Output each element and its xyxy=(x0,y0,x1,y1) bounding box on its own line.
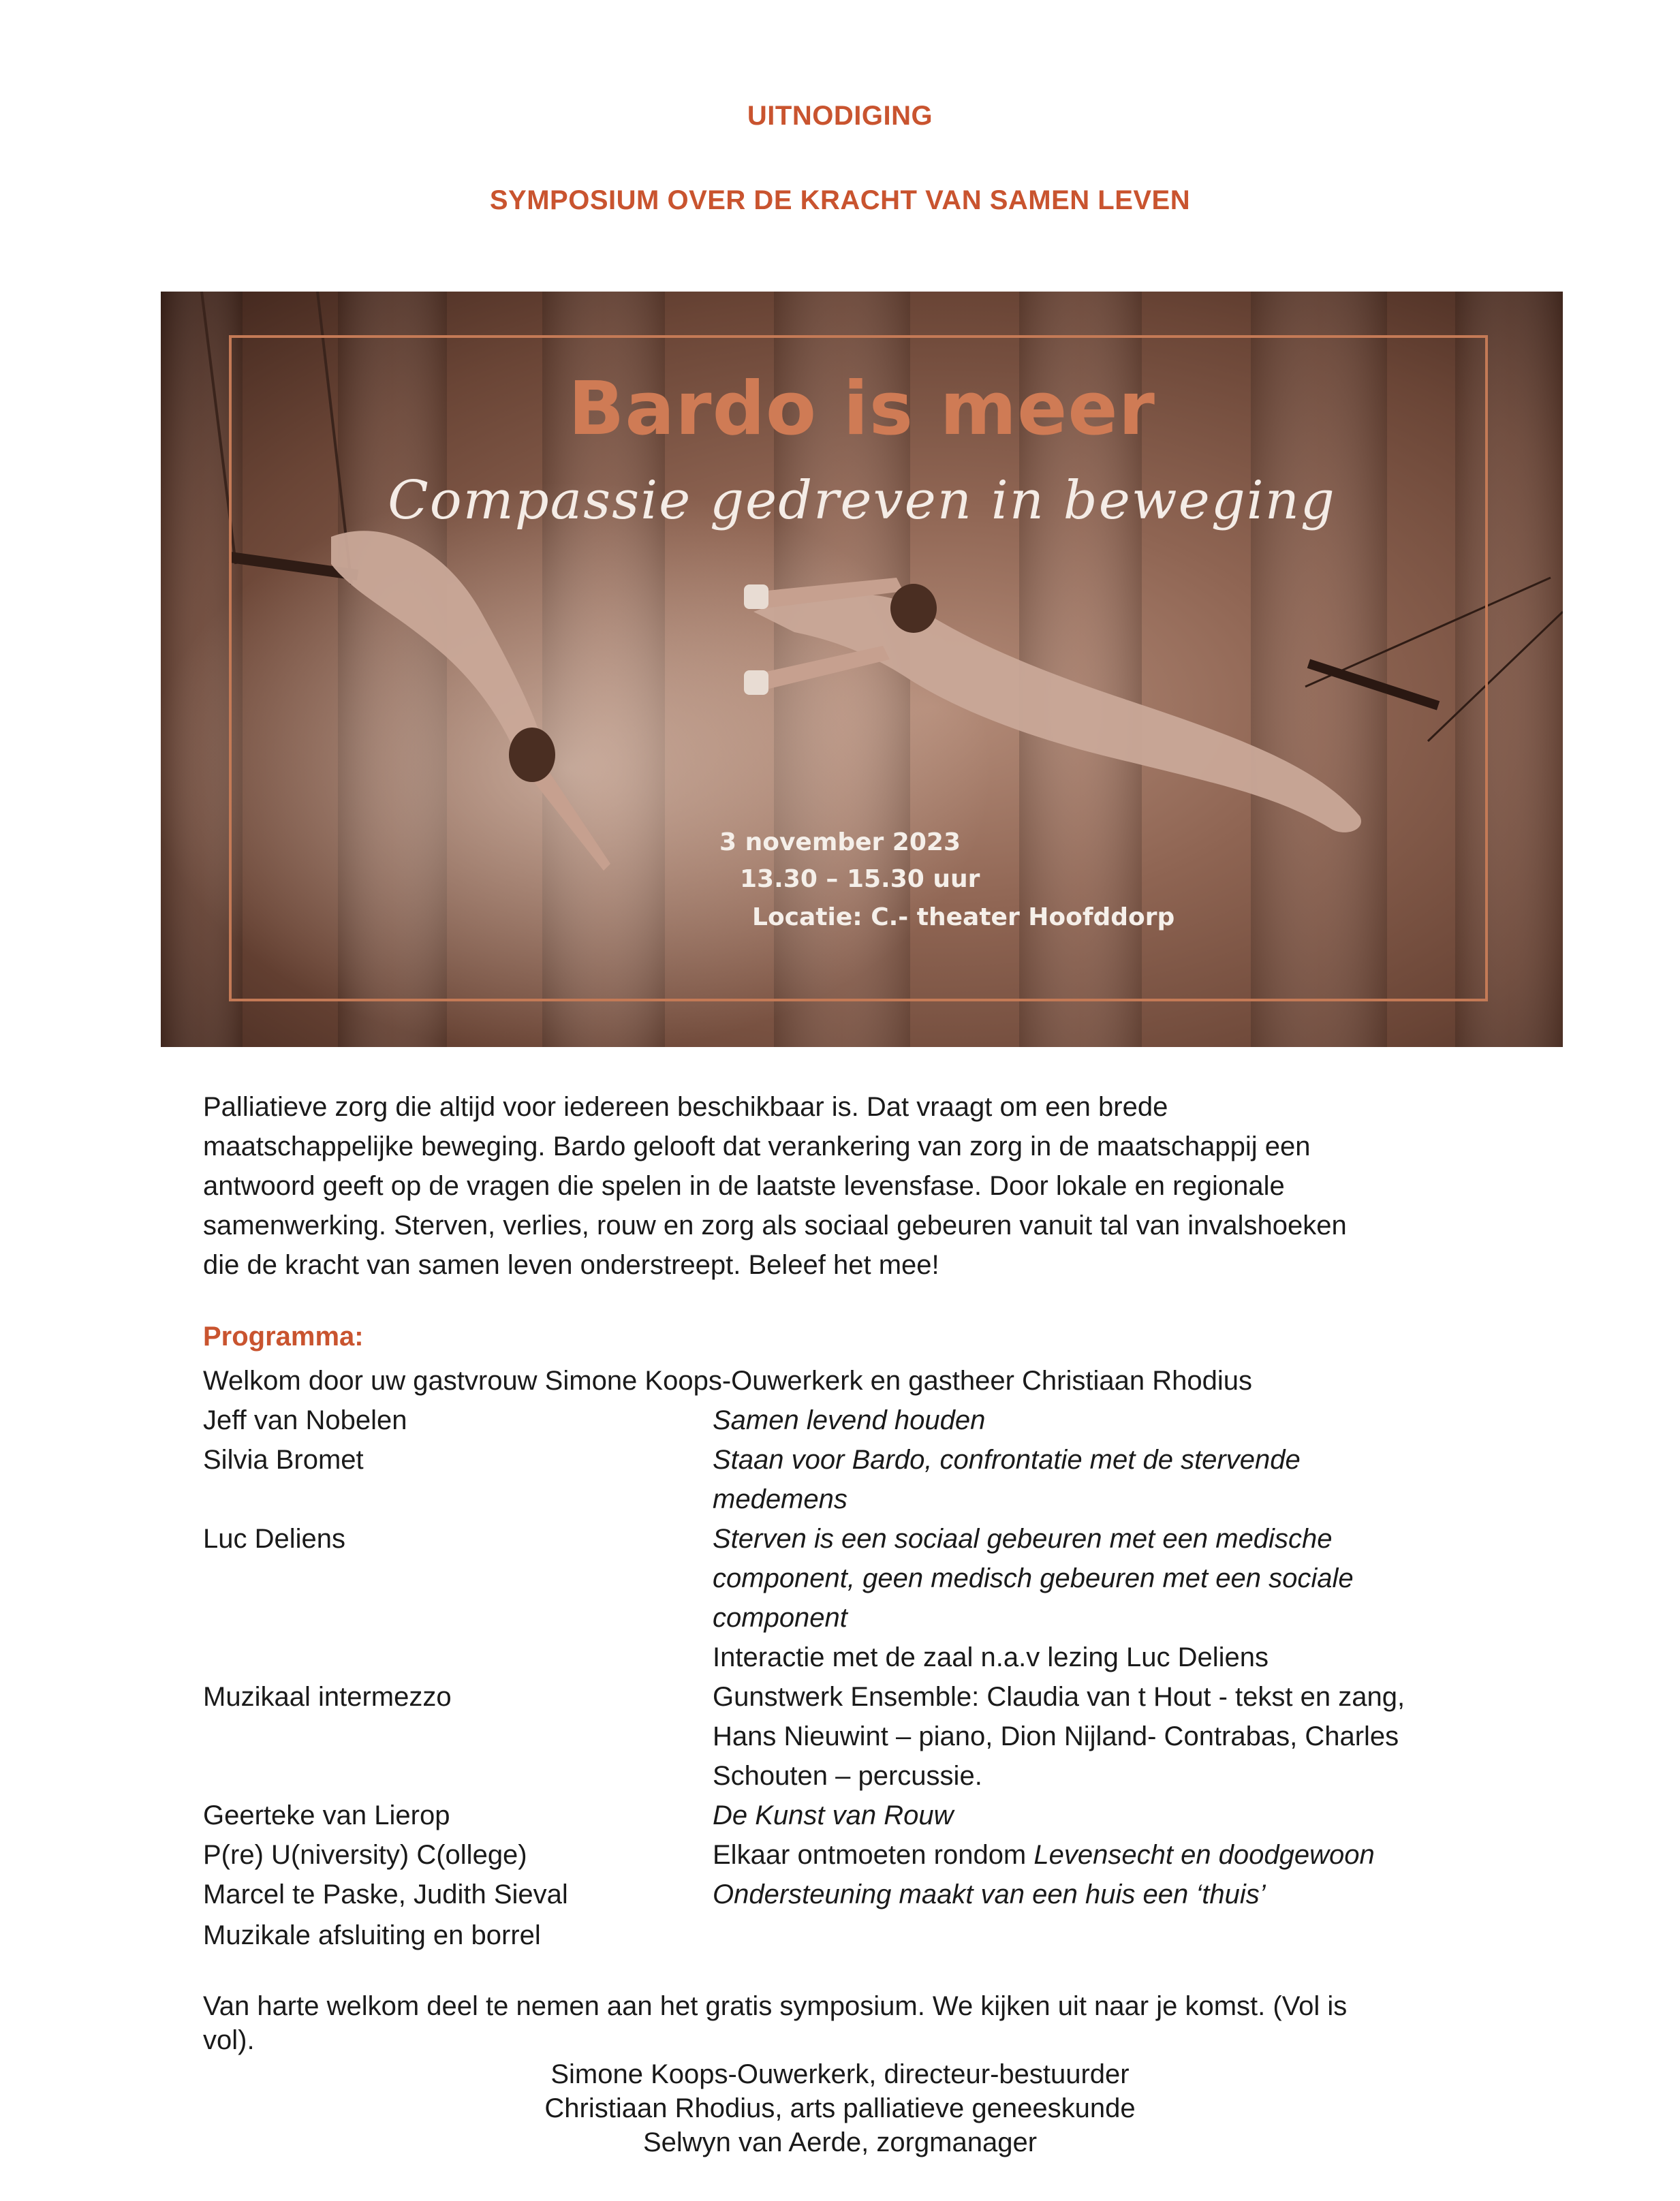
program-topic: Sterven is een sociaal gebeuren met een medische xyxy=(713,1524,1333,1554)
intro-paragraph xyxy=(203,1087,1497,1285)
banner-date: 3 november 2023 xyxy=(719,828,961,856)
program-topic: Hans Nieuwint – piano, Dion Nijland- Contrabas, Charles xyxy=(713,1721,1399,1751)
signature-line: Simone Koops-Ouwerkerk, directeur-bestuurder xyxy=(550,2059,1130,2089)
intro-line: antwoord geeft op de vragen die spelen in de laatste levensfase. Door lokale en regionale xyxy=(203,1171,1285,1201)
closing-line: vol). xyxy=(203,2025,255,2055)
program-speaker: Luc Deliens xyxy=(203,1524,346,1554)
program-topic: Staan voor Bardo, confrontatie met de stervende xyxy=(713,1445,1301,1475)
program-topic: Schouten – percussie. xyxy=(713,1761,982,1791)
program-topic: component xyxy=(713,1603,847,1633)
program-topic: Ondersteuning maakt van een huis een ‘thuis’ xyxy=(713,1879,1266,1909)
program-speaker: Marcel te Paske, Judith Sieval xyxy=(203,1879,568,1909)
closing-line: Van harte welkom deel te nemen aan het gratis symposium. We kijken uit naar je komst. (Vol is xyxy=(203,1991,1348,2021)
closing-paragraph xyxy=(203,1989,1497,2057)
program-speaker: Silvia Bromet xyxy=(203,1445,364,1475)
program-welcome: Welkom door uw gastvrouw Simone Koops-Ouwerkerk en gastheer Christiaan Rhodius xyxy=(203,1366,1252,1396)
program-speaker: Muzikale afsluiting en borrel xyxy=(203,1920,541,1950)
signature-line: Christiaan Rhodius, arts palliatieve geneeskunde xyxy=(544,2093,1136,2123)
signature-line: Selwyn van Aerde, zorgmanager xyxy=(642,2127,1038,2157)
program-topic: Samen levend houden xyxy=(713,1405,986,1435)
symposium-heading: SYMPOSIUM OVER DE KRACHT VAN SAMEN LEVEN xyxy=(489,185,1191,215)
intro-line: Palliatieve zorg die altijd voor iedereen beschikbaar is. Dat vraagt om een brede xyxy=(203,1092,1168,1122)
program-speaker: Geerteke van Lierop xyxy=(203,1800,450,1830)
event-banner-image xyxy=(161,292,1563,1047)
banner-title: Bardo is meer xyxy=(568,366,1155,452)
program-topic: De Kunst van Rouw xyxy=(713,1800,954,1830)
intro-line: die de kracht van samen leven onderstreept. Beleef het mee! xyxy=(203,1250,939,1280)
program-topic-italic: Levensecht en doodgewoon xyxy=(1033,1840,1375,1870)
program-topic: Gunstwerk Ensemble: Claudia van t Hout - tekst en zang, xyxy=(713,1682,1405,1712)
program-speaker: P(re) U(niversity) C(ollege) xyxy=(203,1840,527,1870)
intro-line: maatschappelijke beweging. Bardo gelooft dat verankering van zorg in de maatschappij een xyxy=(203,1131,1311,1161)
program-speaker: Muzikaal intermezzo xyxy=(203,1682,452,1712)
intro-line: samenwerking. Sterven, verlies, rouw en zorg als sociaal gebeuren vanuit tal van invalshoeken xyxy=(203,1211,1347,1240)
program-topic: component, geen medisch gebeuren met een sociale xyxy=(713,1563,1354,1593)
banner-time: 13.30 – 15.30 uur xyxy=(740,865,980,893)
program-topic: Interactie met de zaal n.a.v lezing Luc Deliens xyxy=(713,1642,1269,1672)
program-topic xyxy=(713,1835,1375,1875)
banner-tagline: Compassie gedreven in beweging xyxy=(388,470,1336,531)
banner-location: Locatie: C.- theater Hoofddorp xyxy=(752,903,1175,931)
program-topic-plain: Elkaar ontmoeten rondom xyxy=(713,1840,1034,1870)
program-topic: medemens xyxy=(713,1484,847,1514)
program-speaker: Jeff van Nobelen xyxy=(203,1405,407,1435)
program-title: Programma: xyxy=(203,1322,364,1352)
invitation-heading: UITNODIGING xyxy=(747,101,933,131)
